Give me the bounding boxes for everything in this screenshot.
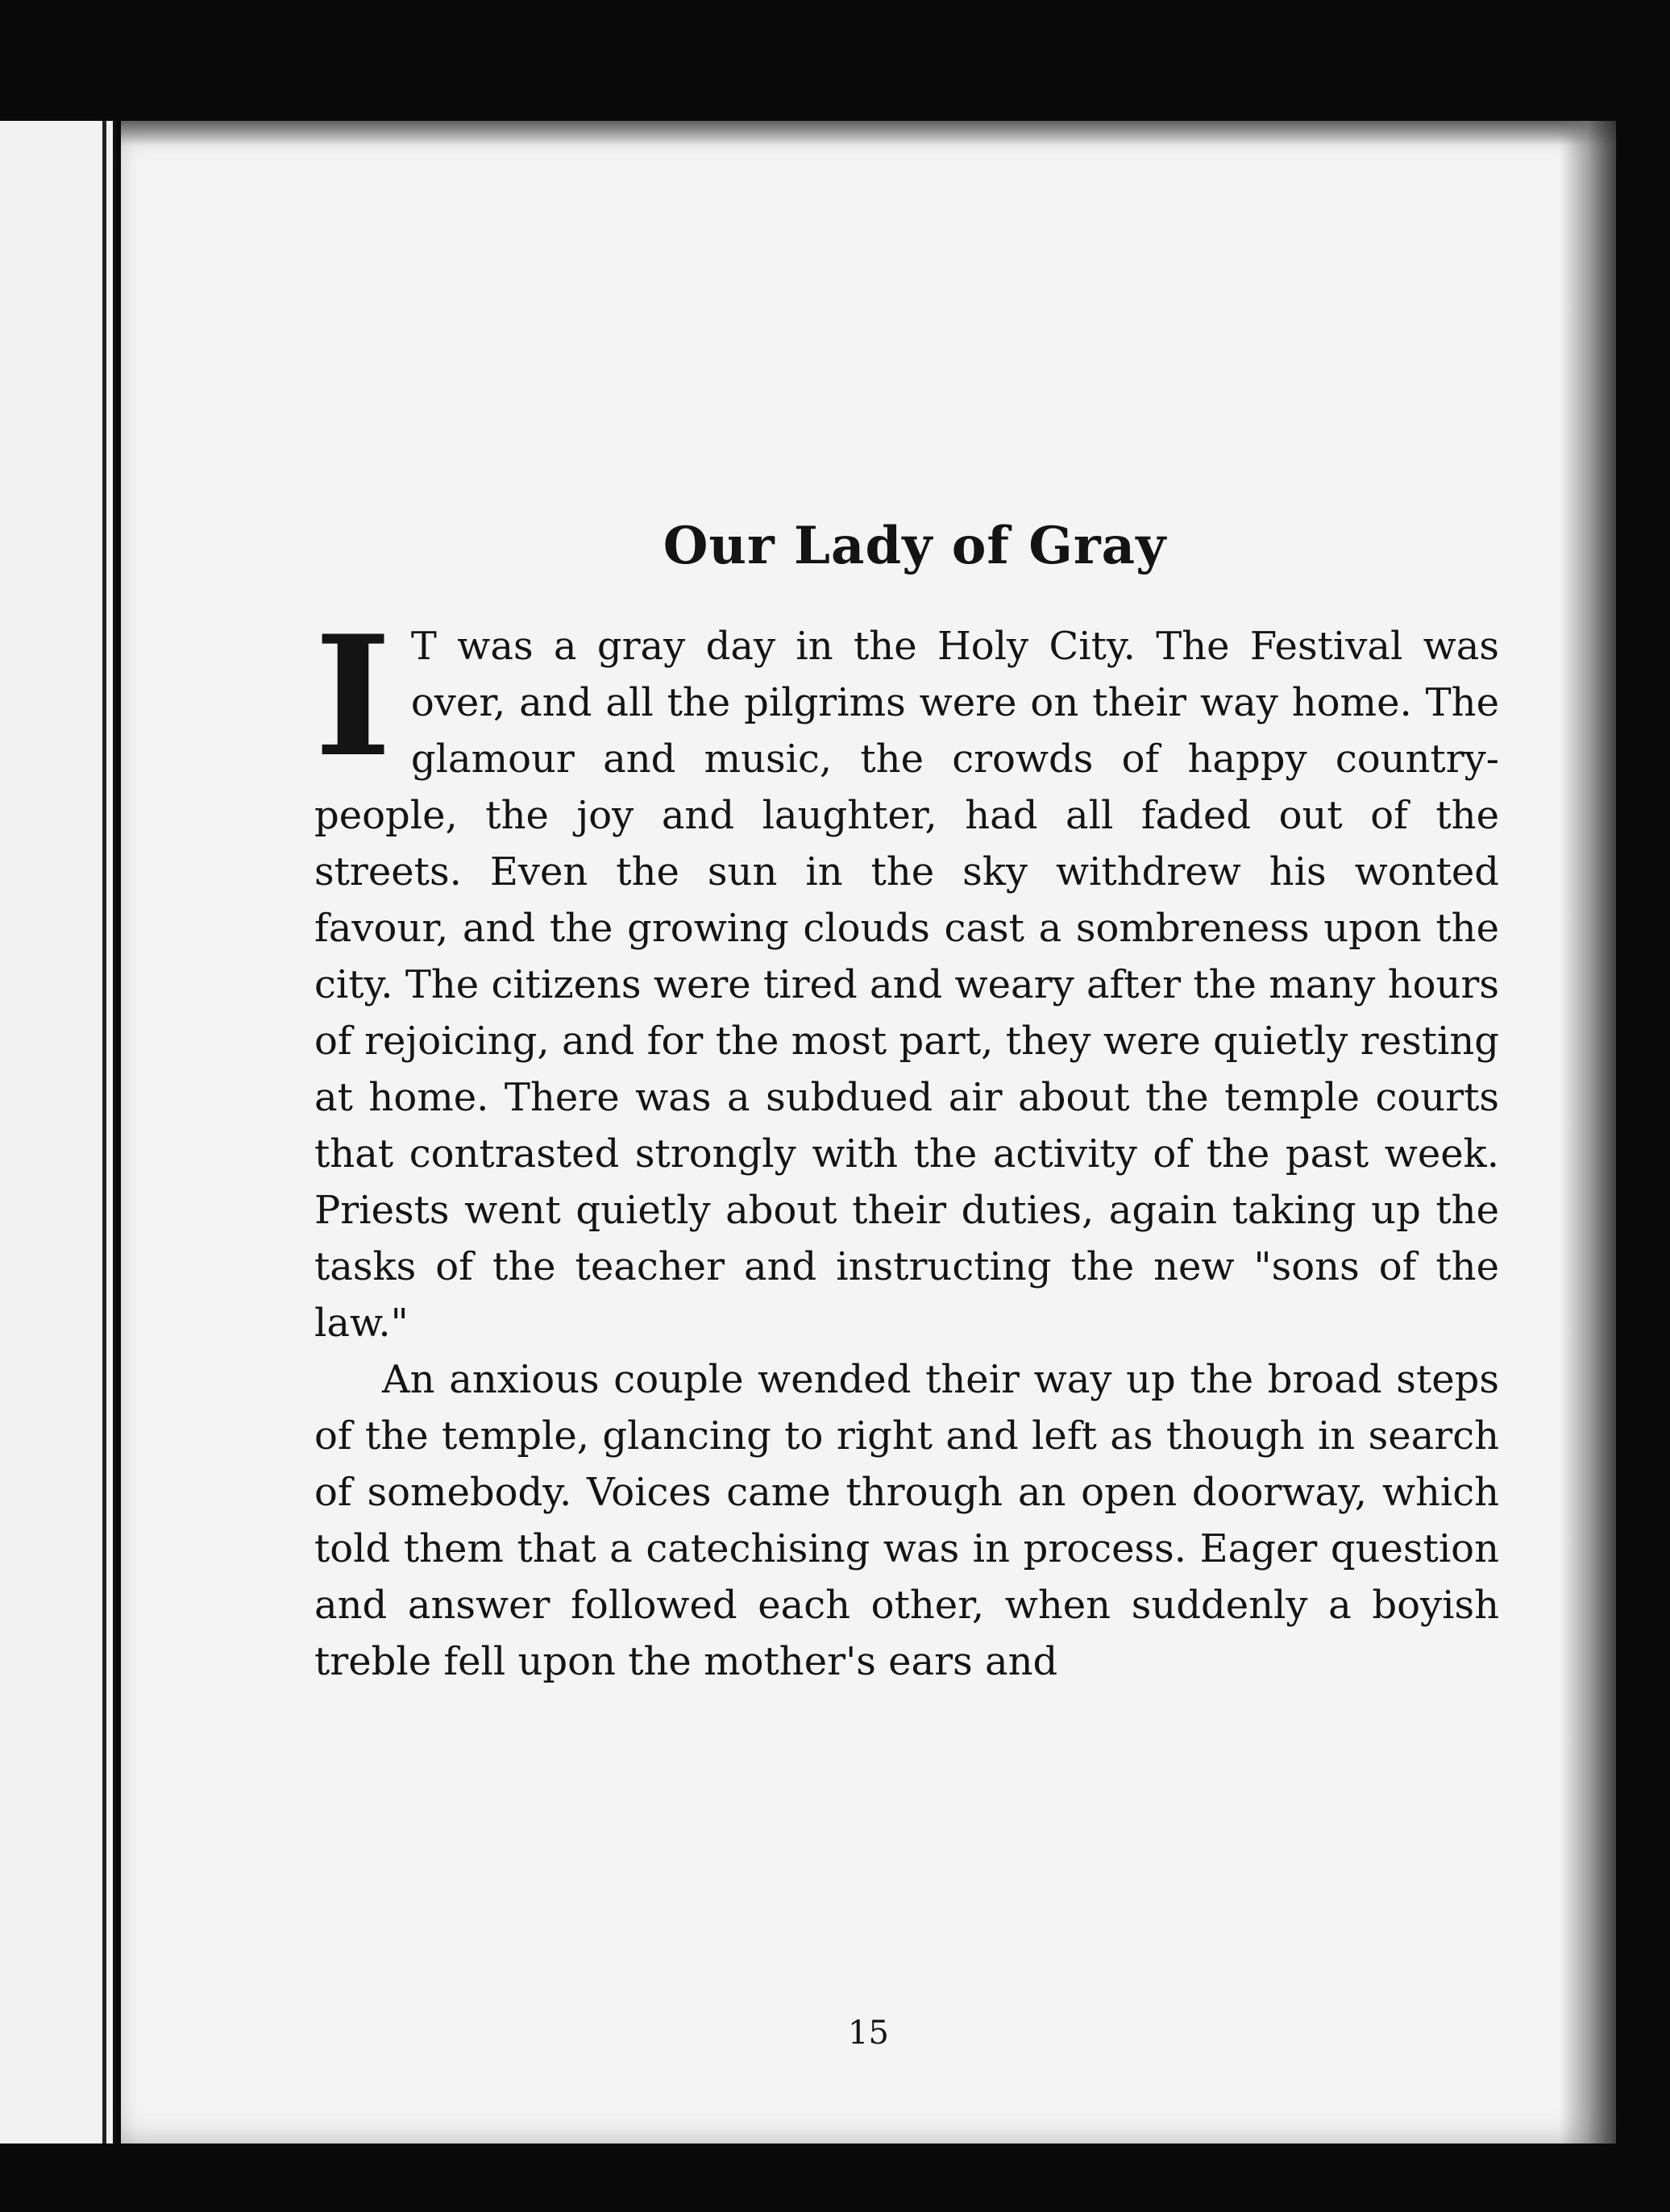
facing-page-edge	[0, 121, 116, 2144]
gutter-line	[102, 121, 106, 2144]
page-top-shadow	[121, 121, 1616, 145]
page-right-edge	[1560, 121, 1616, 2144]
page-number: 15	[848, 2015, 889, 2052]
paragraph-1: IT was a gray day in the Holy City. The Festival was over, and all the pilgrims were on their way home. The glamour and music, the crowds of happy country-people, the joy and laughter, had all faded out of the streets. Even the sun in the sky withdrew his wonted favour, and the growing clouds cast a sombreness upon the city. The citizens were tired and weary after the many hours of rejoicing, and for the most part, they were quietly resting at home. There was a subdued air about the temple courts that contrasted strongly with the activity of the past week. Priests went quietly about their duties, again taking up the tasks of the teacher and instructing the new "sons of the law."	[314, 600, 1499, 1346]
text-block	[314, 516, 1499, 1690]
paragraph-2: An anxious couple wended their way up the broad steps of the temple, glancing to right and left as though in search of somebody. Voices came through an open doorway, which told them that a catechising was in process. Eager question and answer followed each other, when suddenly a boyish treble fell upon the mother's ears and	[314, 1357, 1499, 1684]
chapter-title: Our Lady of Gray	[663, 516, 1167, 576]
book-page	[121, 121, 1616, 2144]
